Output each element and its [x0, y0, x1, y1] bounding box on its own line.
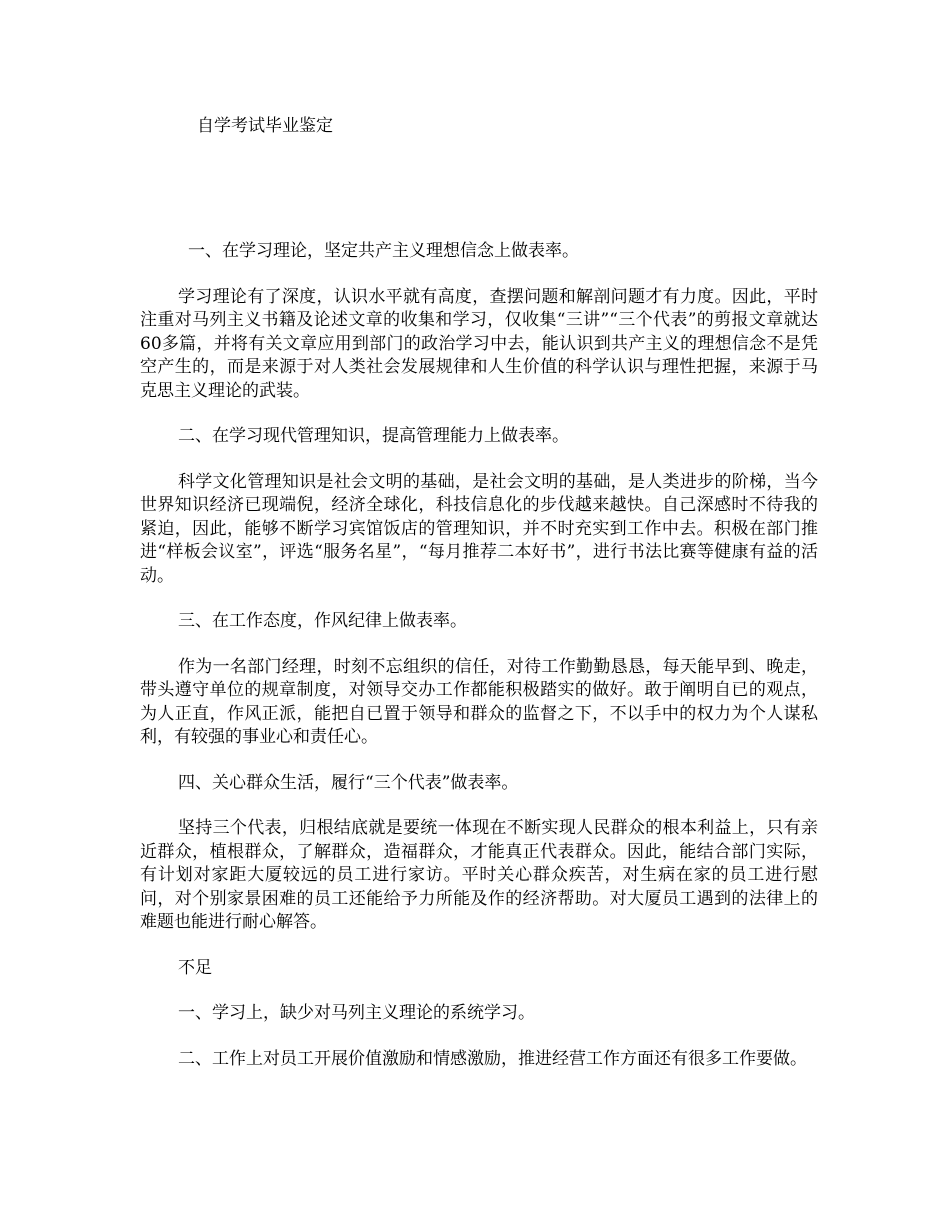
- section-4-body: 坚持三个代表，归根结底就是要统一体现在不断实现人民群众的根本利益上，只有亲近群众，植根群众，了解群众，造福群众，才能真正代表群众。因此，能结合部门实际，有计划对家距大厦较远的员工进行家访。平时关心群众疾苦，对生病在家的员工进行慰问，对个别家景困难的员工还能给予力所能及作的经济帮助。对大厦员工遇到的法律上的难题也能进行耐心解答。: [140, 818, 818, 932]
- section-3-heading: 三、在工作态度，作风纪律上做表率。: [178, 611, 467, 631]
- section-2-heading: 二、在学习现代管理知识，提高管理能力上做表率。: [178, 426, 569, 446]
- document-body: [140, 240, 818, 1071]
- section-2-body: 科学文化管理知识是社会文明的基础，是社会文明的基础，是人类进步的阶梯，当今世界知识经济已现端倪，经济全球化，科技信息化的步伐越来越快。自己深感时不待我的紧迫，因此，能够不断学习宾馆饭店的管理知识，并不时充实到工作中去。积极在部门推进“样板会议室”，评选“服务名星”，“每月推荐二本好书”，进行书法比赛等健康有益的活动。: [140, 471, 818, 586]
- document-title: 自学考试毕业鉴定: [197, 116, 333, 136]
- section-4-heading: 四、关心群众生活，履行“三个代表”做表率。: [178, 772, 519, 793]
- section-1-body: 学习理论有了深度，认识水平就有高度，查摆问题和解剖问题才有力度。因此，平时注重对马列主义书籍及论述文章的收集和学习，仅收集“三讲”“三个代表”的剪报文章就达60多篇，并将有关文章应用到部门的政治学习中去，能认识到共产主义的理想信念不是凭空产生的，而是来源于对人类社会发展规律和人生价值的科学认识与理性把握，来源于马克思主义理论的武装。: [140, 286, 818, 401]
- shortcoming-item-1: 一、学习上，缺少对马列主义理论的系统学习。: [178, 1003, 535, 1023]
- section-3-body: 作为一名部门经理，时刻不忘组织的信任，对待工作勤勤恳恳，每天能早到、晚走，带头遵守单位的规章制度，对领导交办工作都能积极踏实的做好。敢于阐明自已的观点，为人正直，作风正派，能把自已置于领导和群众的监督之下，不以手中的权力为个人谋私利，有较强的事业心和责任心。: [140, 656, 818, 747]
- section-1-heading: 一、在学习理论，坚定共产主义理想信念上做表率。: [188, 241, 579, 261]
- shortcoming-item-2: 二、工作上对员工开展价值激励和情感激励，推进经营工作方面还有很多工作要做。: [178, 1048, 807, 1069]
- shortcomings-heading: 不足: [178, 957, 212, 978]
